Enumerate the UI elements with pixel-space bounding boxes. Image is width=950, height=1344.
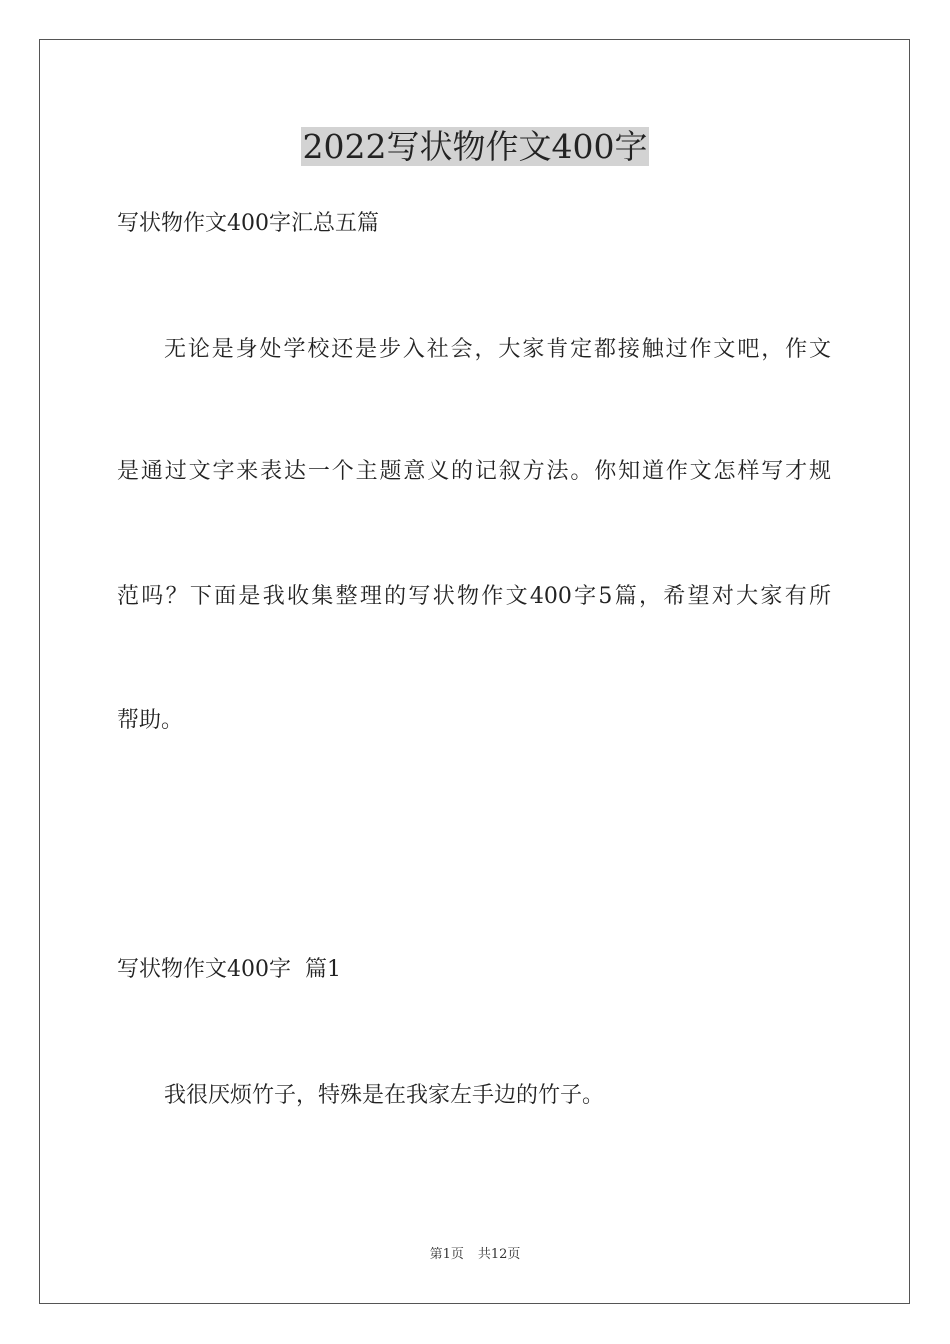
document-subtitle: 写状物作文400字汇总五篇 xyxy=(117,211,379,236)
intro-line-1: 无论是身处学校还是步入社会，大家肯定都接触过作文吧，作文 xyxy=(164,337,831,362)
intro-line-3: 范吗？下面是我收集整理的写状物作文400字5篇，希望对大家有所 xyxy=(117,584,831,609)
section-1-heading: 写状物作文400字 篇1 xyxy=(117,957,341,982)
page-footer xyxy=(0,1246,950,1264)
intro-line-4: 帮助。 xyxy=(117,708,184,733)
section-1-paragraph: 我很厌烦竹子，特殊是在我家左手边的竹子。 xyxy=(164,1083,605,1108)
intro-line-2: 是通过文字来表达一个主题意义的记叙方法。你知道作文怎样写才规 xyxy=(117,459,831,484)
document-title xyxy=(0,124,950,170)
footer-current-page: 第1页 xyxy=(429,1247,464,1262)
footer-total-pages: 共12页 xyxy=(477,1247,521,1262)
document-title-text: 2022写状物作文400字 xyxy=(302,127,648,166)
